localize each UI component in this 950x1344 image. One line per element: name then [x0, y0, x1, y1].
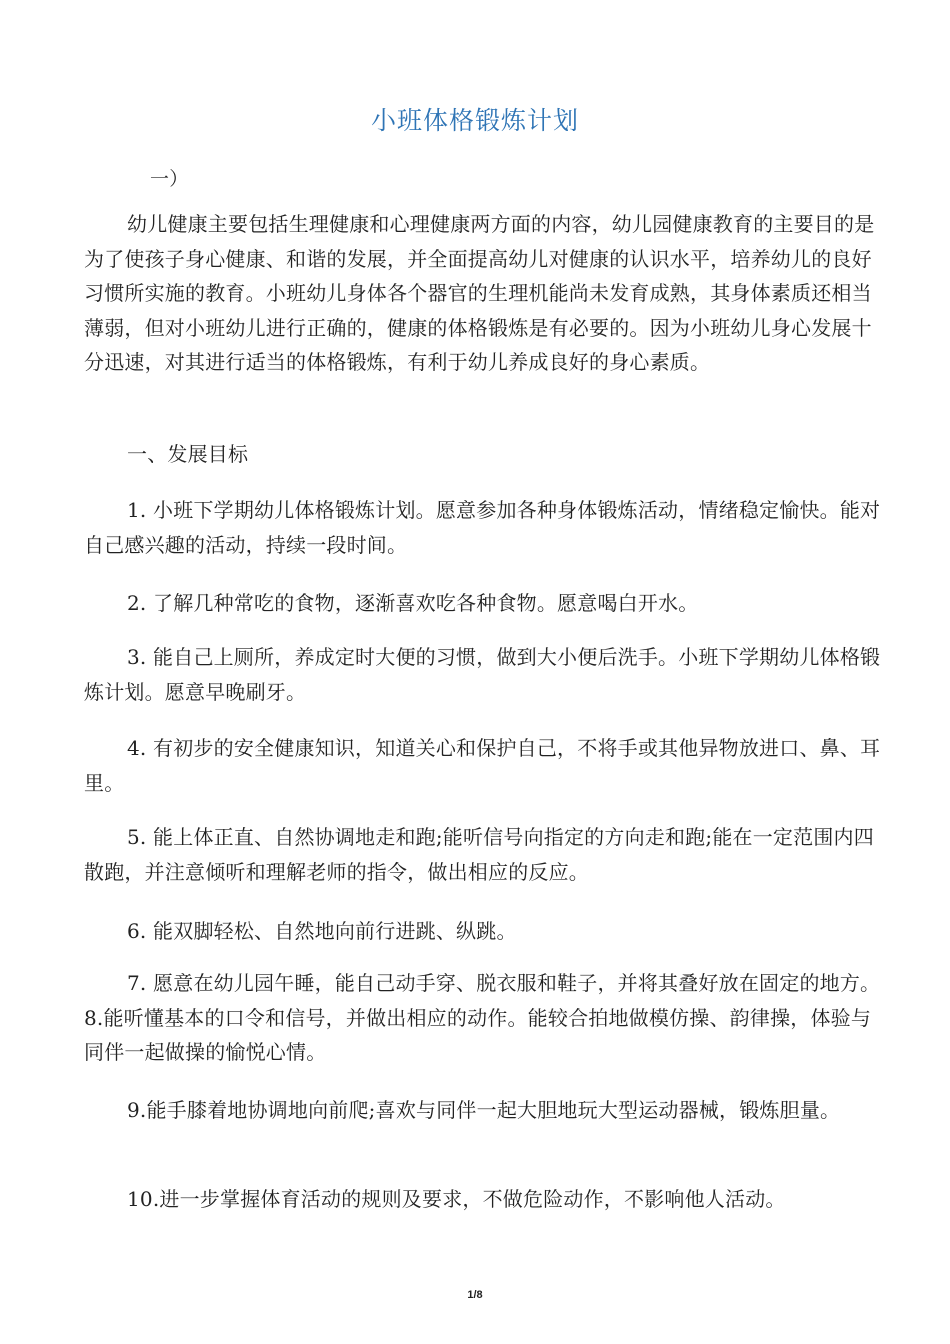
section-heading: 一、发展目标: [127, 442, 249, 466]
goal-item-1: 1. 小班下学期幼儿体格锻炼计划。愿意参加各种身体锻炼活动，情绪稳定愉快。能对自己感兴趣的活动，持续一段时间。: [84, 498, 881, 557]
goal-item-5: 5. 能上体正直、自然协调地走和跑;能听信号向指定的方向走和跑;能在一定范围内四散跑，并注意倾听和理解老师的指令，做出相应的反应。: [84, 825, 874, 884]
goal-item-10: 10.进一步掌握体育活动的规则及要求，不做危险动作，不影响他人活动。: [127, 1187, 786, 1211]
subheading: 一）: [150, 168, 189, 190]
goal-item-6: 6. 能双脚轻松、自然地向前行进跳、纵跳。: [127, 919, 517, 943]
goal-item-7: 7. 愿意在幼儿园午睡，能自己动手穿、脱衣服和鞋子，并将其叠好放在固定的地方。8.能听懂基本的口令和信号，并做出相应的动作。能较合拍地做模仿操、韵律操，体验与同伴一起做操的愉悦心情。: [84, 971, 881, 1064]
goal-item-3: 3. 能自己上厕所，养成定时大便的习惯，做到大小便后洗手。小班下学期幼儿体格锻炼计划。愿意早晚刷牙。: [84, 645, 881, 704]
goal-item-2: 2. 了解几种常吃的食物，逐渐喜欢吃各种食物。愿意喝白开水。: [127, 591, 699, 615]
page-number: 1/8: [467, 1289, 483, 1301]
document-title: 小班体格锻炼计划: [370, 106, 579, 135]
intro-paragraph: 幼儿健康主要包括生理健康和心理健康两方面的内容，幼儿园健康教育的主要目的是为了使孩子身心健康、和谐的发展，并全面提高幼儿对健康的认识水平，培养幼儿的良好习惯所实施的教育。小班幼儿身体各个器官的生理机能尚未发育成熟，其身体素质还相当薄弱，但对小班幼儿进行正确的，健康的体格锻炼是有必要的。因为小班幼儿身心发展十分迅速，对其进行适当的体格锻炼，有利于幼儿养成良好的身心素质。: [84, 212, 875, 374]
goal-item-9: 9.能手膝着地协调地向前爬;喜欢与同伴一起大胆地玩大型运动器械，锻炼胆量。: [127, 1098, 841, 1122]
goal-item-4: 4. 有初步的安全健康知识，知道关心和保护自己，不将手或其他异物放进口、鼻、耳里。: [84, 736, 881, 795]
